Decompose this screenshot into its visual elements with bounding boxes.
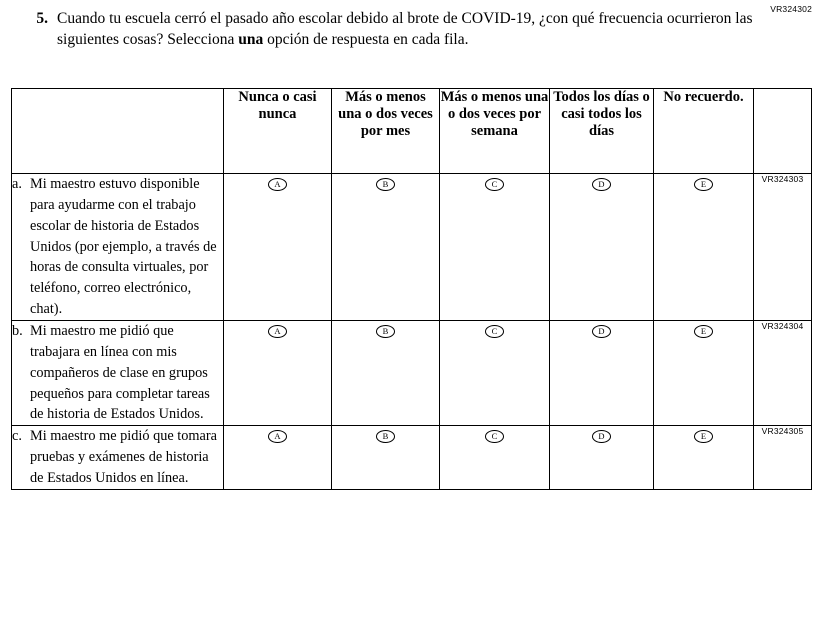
bubble-letter[interactable]: A (268, 430, 287, 443)
table-row (12, 426, 812, 490)
table-row (12, 174, 812, 321)
bubble-letter[interactable]: C (485, 325, 504, 338)
question-text-emphasis: una (238, 31, 264, 49)
bubble-letter[interactable]: E (694, 325, 713, 338)
radio-b-3[interactable] (440, 321, 550, 426)
radio-b-5[interactable] (654, 321, 754, 426)
radio-c-2[interactable] (332, 426, 440, 490)
bubble-letter[interactable]: B (376, 325, 395, 338)
row-code-b: VR324304 (754, 321, 812, 426)
bubble-letter[interactable]: A (268, 325, 287, 338)
bubble-letter[interactable]: A (268, 178, 287, 191)
radio-a-5[interactable] (654, 174, 754, 321)
header-option-2: Más o menos una o dos veces por mes (332, 89, 440, 174)
header-option-4: Todos los días o casi todos los días (550, 89, 654, 174)
header-code-blank (754, 89, 812, 174)
row-code-c: VR324305 (754, 426, 812, 490)
row-text-b: Mi maestro me pidió que trabajara en línea con mis compañeros de clase en grupos pequeños para completar tareas de historia de Estados Unidos. (30, 323, 210, 423)
bubble-letter[interactable]: E (694, 178, 713, 191)
bubble-letter[interactable]: B (376, 430, 395, 443)
bubble-letter[interactable]: D (592, 178, 611, 191)
question-text (57, 8, 758, 51)
row-stem-b (12, 321, 224, 426)
bubble-letter[interactable]: C (485, 178, 504, 191)
header-stem-blank (12, 89, 224, 174)
row-text-a: Mi maestro estuvo disponible para ayudarme con el trabajo escolar de historia de Estados Unidos (por ejemplo, a través de horas de consulta virtuales, por teléfono, correo electrónico, chat). (30, 176, 217, 318)
question-block (18, 8, 758, 51)
header-option-5: No recuerdo. (654, 89, 754, 174)
question-number: 5. (36, 10, 48, 27)
radio-c-4[interactable] (550, 426, 654, 490)
row-text-c: Mi maestro me pidió que tomara pruebas y exámenes de historia de Estados Unidos en línea. (30, 428, 218, 487)
radio-a-4[interactable] (550, 174, 654, 321)
table-row (12, 321, 812, 426)
bubble-letter[interactable]: D (592, 430, 611, 443)
page-corner-code: VR324302 (770, 4, 812, 14)
radio-a-2[interactable] (332, 174, 440, 321)
row-letter-b: b. (12, 323, 23, 340)
row-code-a: VR324303 (754, 174, 812, 321)
radio-c-1[interactable] (224, 426, 332, 490)
radio-a-3[interactable] (440, 174, 550, 321)
bubble-letter[interactable]: D (592, 325, 611, 338)
bubble-letter[interactable]: C (485, 430, 504, 443)
table-header-row (12, 89, 812, 174)
radio-a-1[interactable] (224, 174, 332, 321)
radio-b-2[interactable] (332, 321, 440, 426)
question-text-part1: Cuando tu escuela cerró el pasado año escolar debido al brote de COVID-19, ¿con qué frecuencia ocurrieron las siguientes cosas? Selecciona (57, 10, 753, 49)
radio-c-3[interactable] (440, 426, 550, 490)
row-letter-a: a. (12, 176, 22, 192)
row-stem-c (12, 426, 224, 490)
bubble-letter[interactable]: B (376, 178, 395, 191)
row-letter-c: c. (12, 428, 22, 445)
radio-c-5[interactable] (654, 426, 754, 490)
radio-b-1[interactable] (224, 321, 332, 426)
bubble-letter[interactable]: E (694, 430, 713, 443)
row-stem-a (12, 174, 224, 321)
response-matrix-table (11, 88, 812, 490)
header-option-3: Más o menos una o dos veces por semana (440, 89, 550, 174)
radio-b-4[interactable] (550, 321, 654, 426)
question-text-part2: opción de respuesta en cada fila. (263, 31, 469, 49)
header-option-1: Nunca o casi nunca (224, 89, 332, 174)
